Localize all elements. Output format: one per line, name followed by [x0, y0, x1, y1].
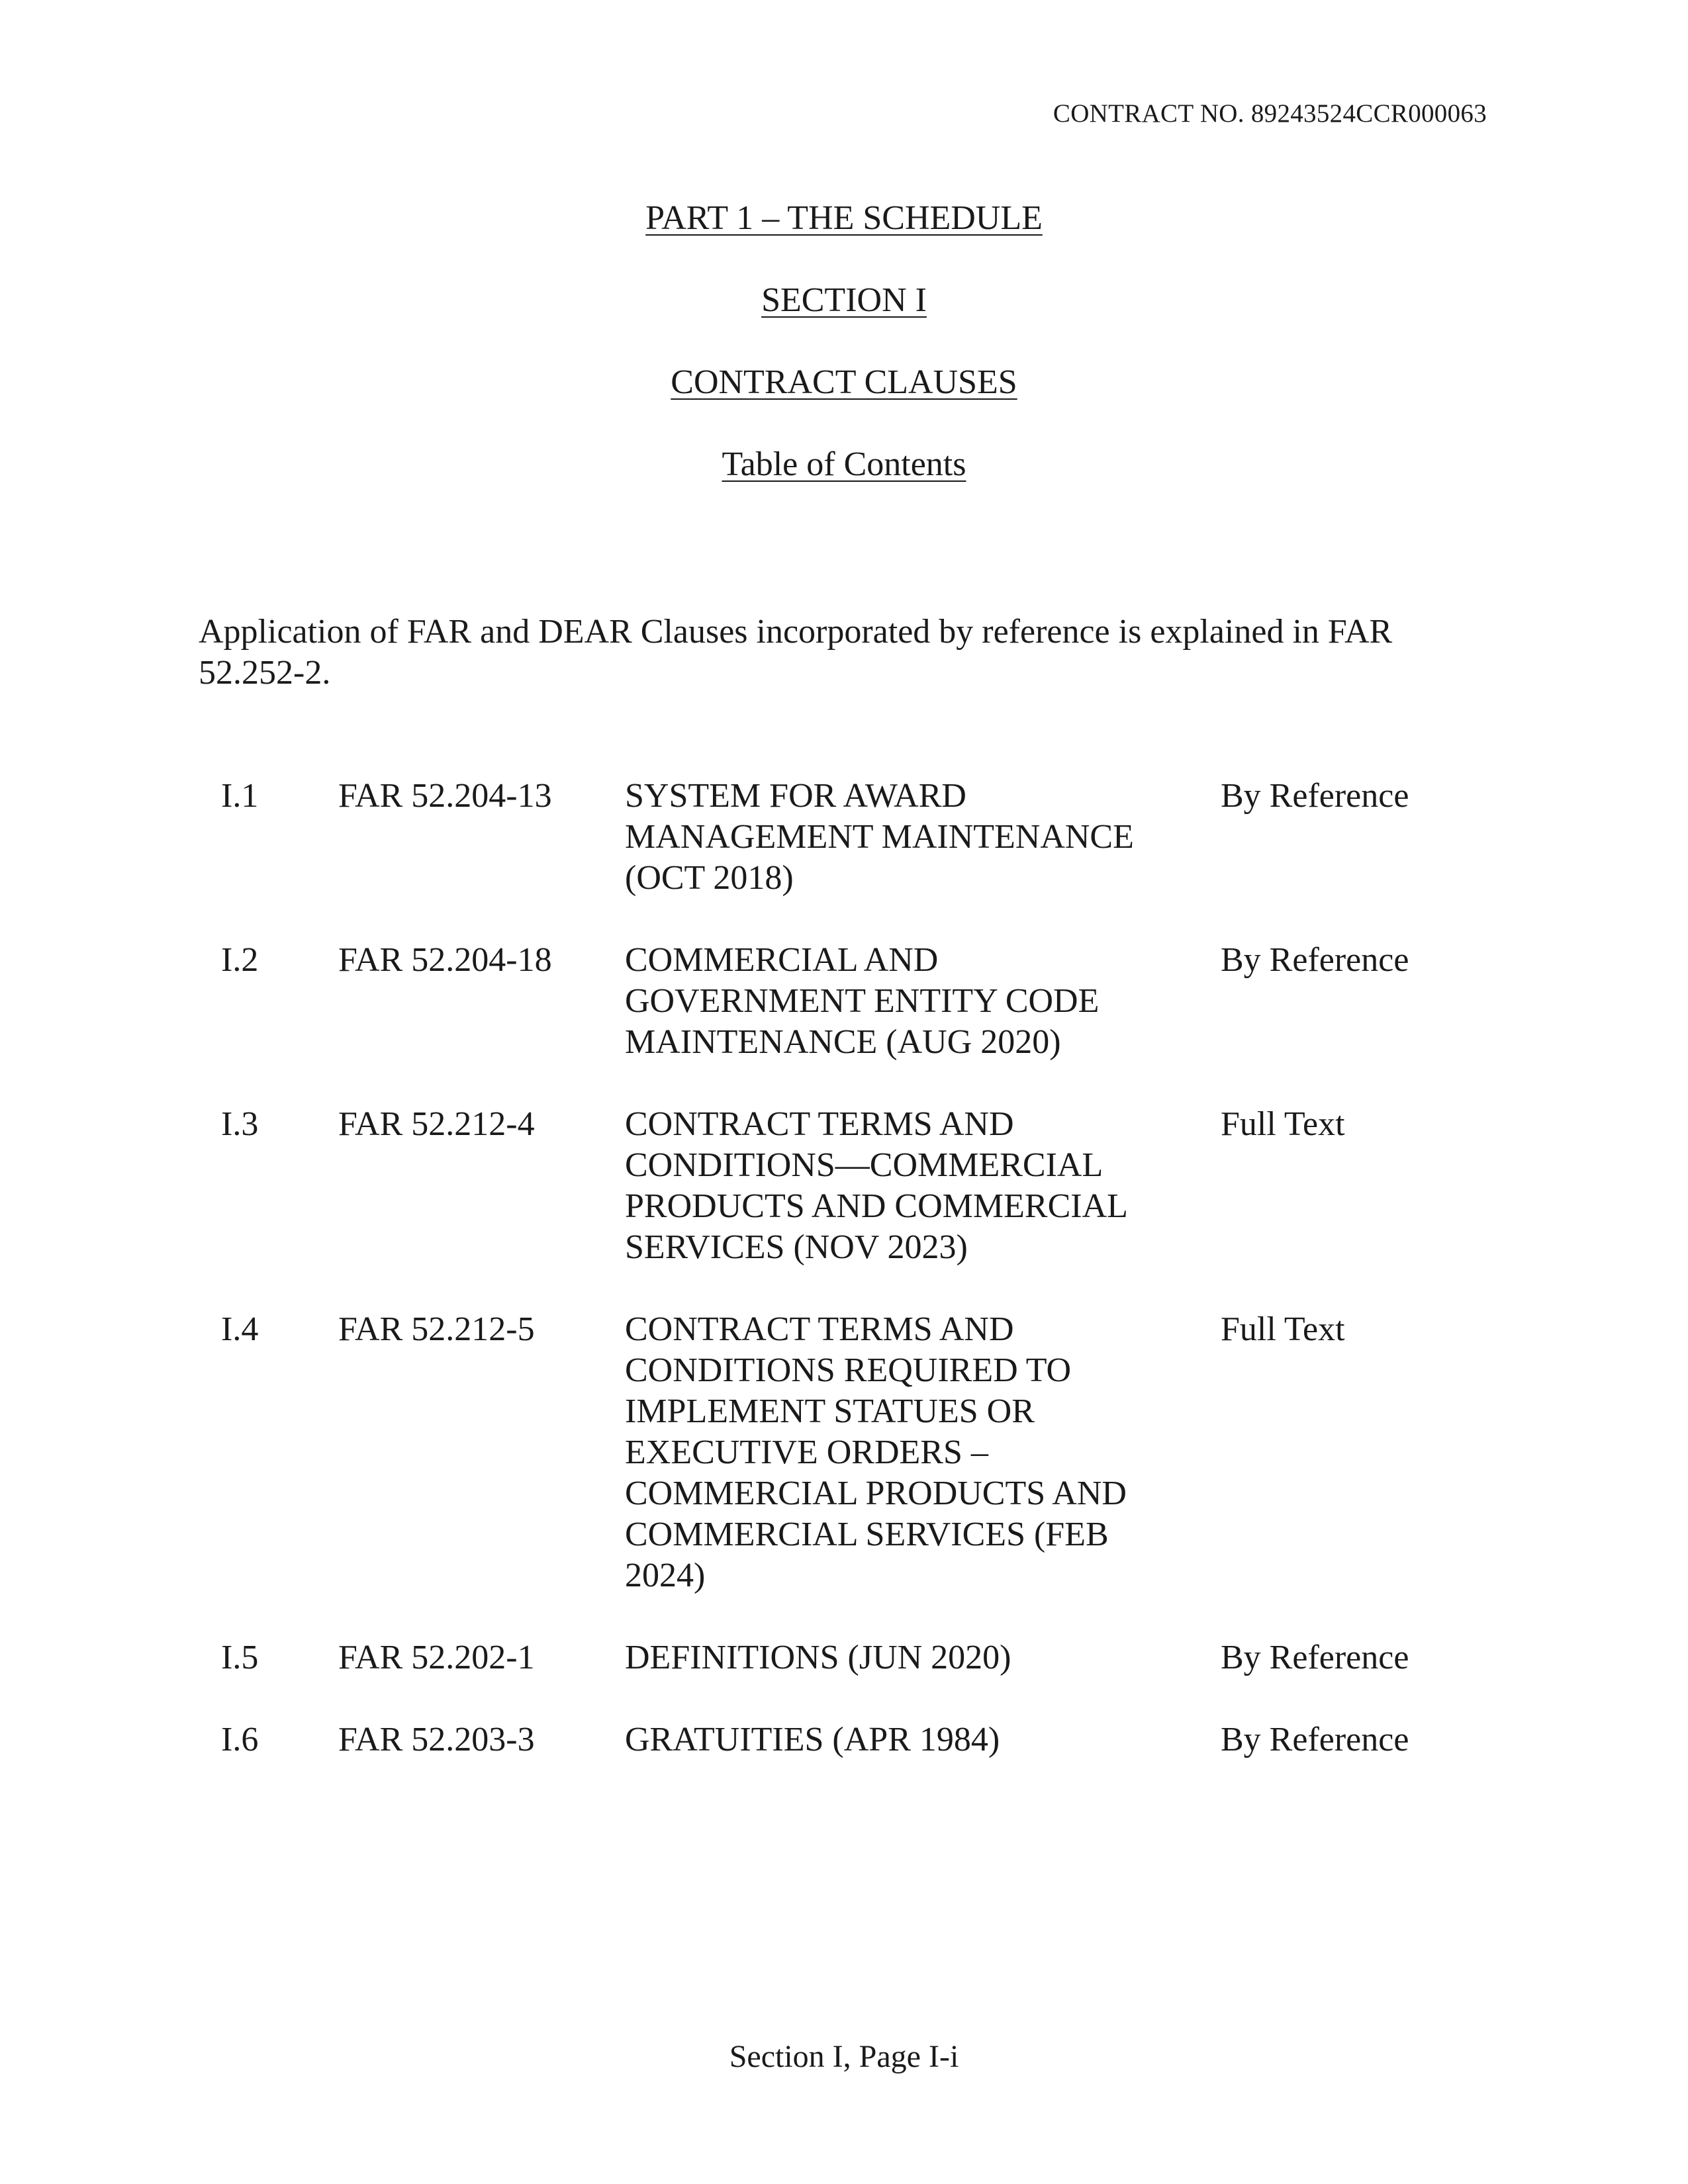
clause-far-reference: FAR 52.212-5 [338, 1310, 535, 1348]
clause-row [221, 1104, 1479, 1268]
clause-row [221, 1309, 1479, 1596]
clause-far-reference: FAR 52.203-3 [338, 1721, 535, 1758]
clause-type: By Reference [1221, 1639, 1409, 1676]
clause-far-reference: FAR 52.212-4 [338, 1105, 535, 1143]
clause-row [221, 940, 1479, 1063]
clause-number: I.5 [221, 1639, 259, 1676]
clause-far-reference: FAR 52.204-13 [338, 777, 552, 815]
part-heading-text: PART 1 – THE SCHEDULE [645, 199, 1043, 237]
page-footer: Section I, Page I-i [729, 2039, 959, 2074]
clause-title: SYSTEM FOR AWARD MANAGEMENT MAINTENANCE (OCT 2018) [625, 777, 1134, 897]
clause-number: I.6 [221, 1721, 259, 1758]
clause-number: I.2 [221, 941, 259, 979]
clause-title: CONTRACT TERMS AND CONDITIONS—COMMERCIAL PRODUCTS AND COMMERCIAL SERVICES (NOV 2023) [625, 1105, 1127, 1266]
clause-type: Full Text [1221, 1105, 1345, 1143]
clause-row [221, 776, 1479, 899]
clause-number: I.3 [221, 1105, 259, 1143]
clause-title: COMMERCIAL AND GOVERNMENT ENTITY CODE MAINTENANCE (AUG 2020) [625, 941, 1100, 1061]
page-title [0, 365, 1688, 400]
clause-type: Full Text [1221, 1310, 1345, 1348]
section-heading [0, 283, 1688, 318]
clause-far-reference: FAR 52.204-18 [338, 941, 552, 979]
clause-row [221, 1637, 1479, 1678]
toc-heading [0, 447, 1688, 482]
clause-number: I.1 [221, 777, 259, 815]
clause-title: DEFINITIONS (JUN 2020) [625, 1639, 1011, 1676]
part-heading [0, 201, 1688, 236]
clause-number: I.4 [221, 1310, 259, 1348]
page-title-text: CONTRACT CLAUSES [671, 363, 1017, 401]
clause-type: By Reference [1221, 1721, 1409, 1758]
clause-type: By Reference [1221, 777, 1409, 815]
clause-title: GRATUITIES (APR 1984) [625, 1721, 1000, 1758]
contract-number: CONTRACT NO. 89243524CCR000063 [1053, 99, 1487, 128]
clause-row [221, 1719, 1479, 1760]
clause-type: By Reference [1221, 941, 1409, 979]
clause-title: CONTRACT TERMS AND CONDITIONS REQUIRED TO IMPLEMENT STATUES OR EXECUTIVE ORDERS – COMMERCIAL PRODUCTS AND COMMERCIAL SERVICES (FEB 2024) [625, 1310, 1127, 1594]
section-heading-text: SECTION I [761, 281, 927, 319]
toc-heading-text: Table of Contents [722, 445, 966, 483]
clause-table [221, 776, 1479, 1801]
intro-paragraph: Application of FAR and DEAR Clauses incorporated by reference is explained in FAR 52.252-2. [199, 613, 1393, 692]
clause-far-reference: FAR 52.202-1 [338, 1639, 535, 1676]
